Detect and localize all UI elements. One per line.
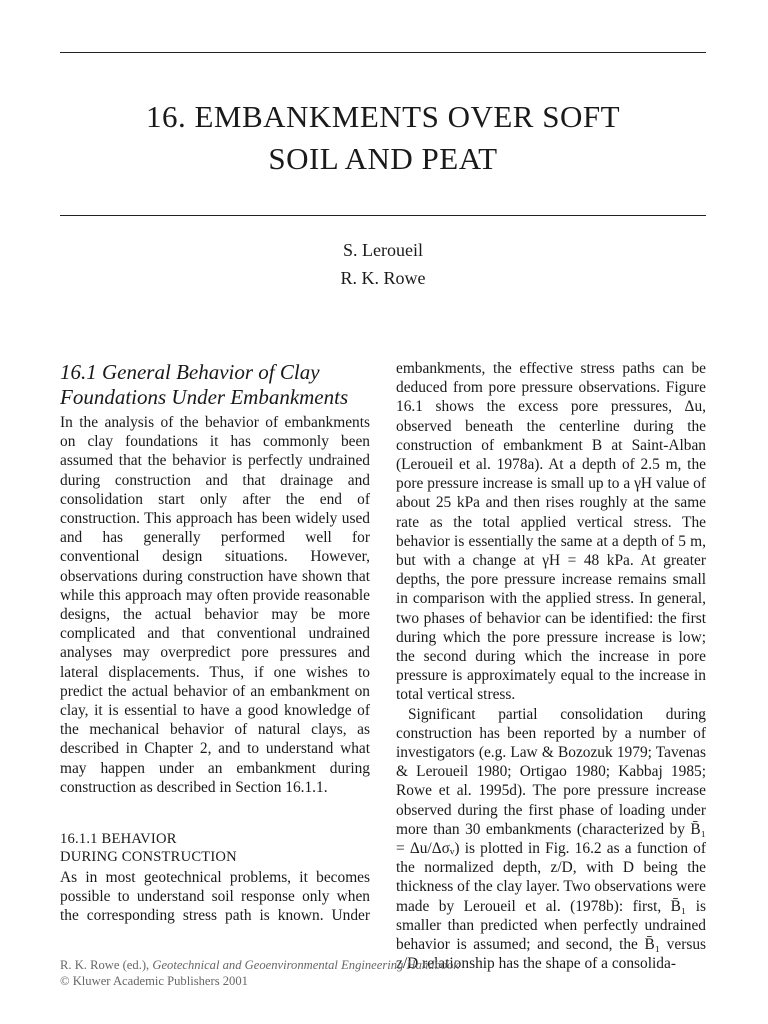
right-column xyxy=(396,359,706,974)
chapter-title-line2: SOIL AND PEAT xyxy=(268,141,498,176)
author-list xyxy=(60,236,706,292)
left-column xyxy=(60,360,370,926)
subsection-heading-line2: DURING CONSTRUCTION xyxy=(60,849,237,866)
title-rule xyxy=(60,215,706,216)
footer-citation xyxy=(60,958,459,974)
body-paragraph-continued: embankments, the effective stress paths can be deduced from pore pressure observations. Figure 16.1 shows the excess pore pressures, Δu, observed beneath the centerline during the construction of embankment B at Saint-Alban (Leroueil et al. 1978a). At a depth of 2.5 m, the pore pressure increase is small up to a γH value of about 25 kPa and then rises roughly at the same rate as the total applied vertical stress. The behavior is essentially the same at a depth of 5 m, but with a change at γH = 48 kPa. At greater depths, the pore pressure increase remains small in comparison with the applied stress. In general, two phases of behavior can be identified: the first during which the pore pressure increase is low; the second during which the increase in pore pressure is approximately equal to the increase in total vertical stress. xyxy=(396,360,706,704)
top-rule xyxy=(60,52,706,53)
footer-copyright: © Kluwer Academic Publishers 2001 xyxy=(60,973,248,988)
footer-editor: R. K. Rowe (ed.), xyxy=(60,958,153,972)
chapter-title xyxy=(60,96,706,180)
author-name: S. Leroueil xyxy=(343,240,423,260)
chapter-title-line1: 16. EMBANKMENTS OVER SOFT xyxy=(145,99,621,134)
footer-book-title: Geotechnical and Geoenvironmental Engineering Handbook xyxy=(152,958,459,972)
page-footer xyxy=(60,958,459,989)
body-paragraph: Significant partial consolidation during construction has been reported by a number of investigators (e.g. Law & Bozozuk 1979; Tavenas & Leroueil 1980; Ortigao 1980; Kabbaj 1985; Rowe et al. 1995d). The pore pressure increase observed during the first phase of loading under more than 30 embankments (characterized by B̄₁ = Δu/Δσᵥ) is plotted in Fig. 16.2 as a function of the normalized depth, z/D, with D being the thickness of the clay layer. Two observations were made by Leroueil et al. (1978b): first, B̄₁ is smaller than predicted when perfectly undrained behavior is assumed; and second, the B̄₁ versus z/D relationship has the shape of a consolida- xyxy=(396,705,706,973)
section-heading-line2: Foundations Under Embankments xyxy=(60,385,349,409)
author-name: R. K. Rowe xyxy=(340,268,426,288)
section-heading-line1: 16.1 General Behavior of Clay xyxy=(60,360,320,384)
subsection-heading-line1: 16.1.1 BEHAVIOR xyxy=(60,831,177,848)
body-paragraph: In the analysis of the behavior of embankments on clay foundations it has commonly been assumed that the behavior is perfectly undrained during construction and that drainage and consolidation start only after the end of construction. This approach has been widely used and has generally performed well for conventional design situations. However, observations during construction have shown that while this approach may often provide reasonable designs, the actual behavior may be more complicated and that conventional undrained analyses may overpredict pore pressures and lateral displacements. Thus, if one wishes to predict the actual behavior of an embankment on clay, it is essential to have a good knowledge of the mechanical behavior of natural clays, as described in Chapter 2, and to understand what may happen under an embankment during construction as described in Section 16.1.1. xyxy=(60,414,370,796)
section-heading xyxy=(60,360,370,410)
body-paragraph: As in most geotechnical problems, it becomes possible to understand soil response only when the corresponding stress path is known. Under xyxy=(60,869,370,925)
subsection-heading xyxy=(60,830,370,866)
